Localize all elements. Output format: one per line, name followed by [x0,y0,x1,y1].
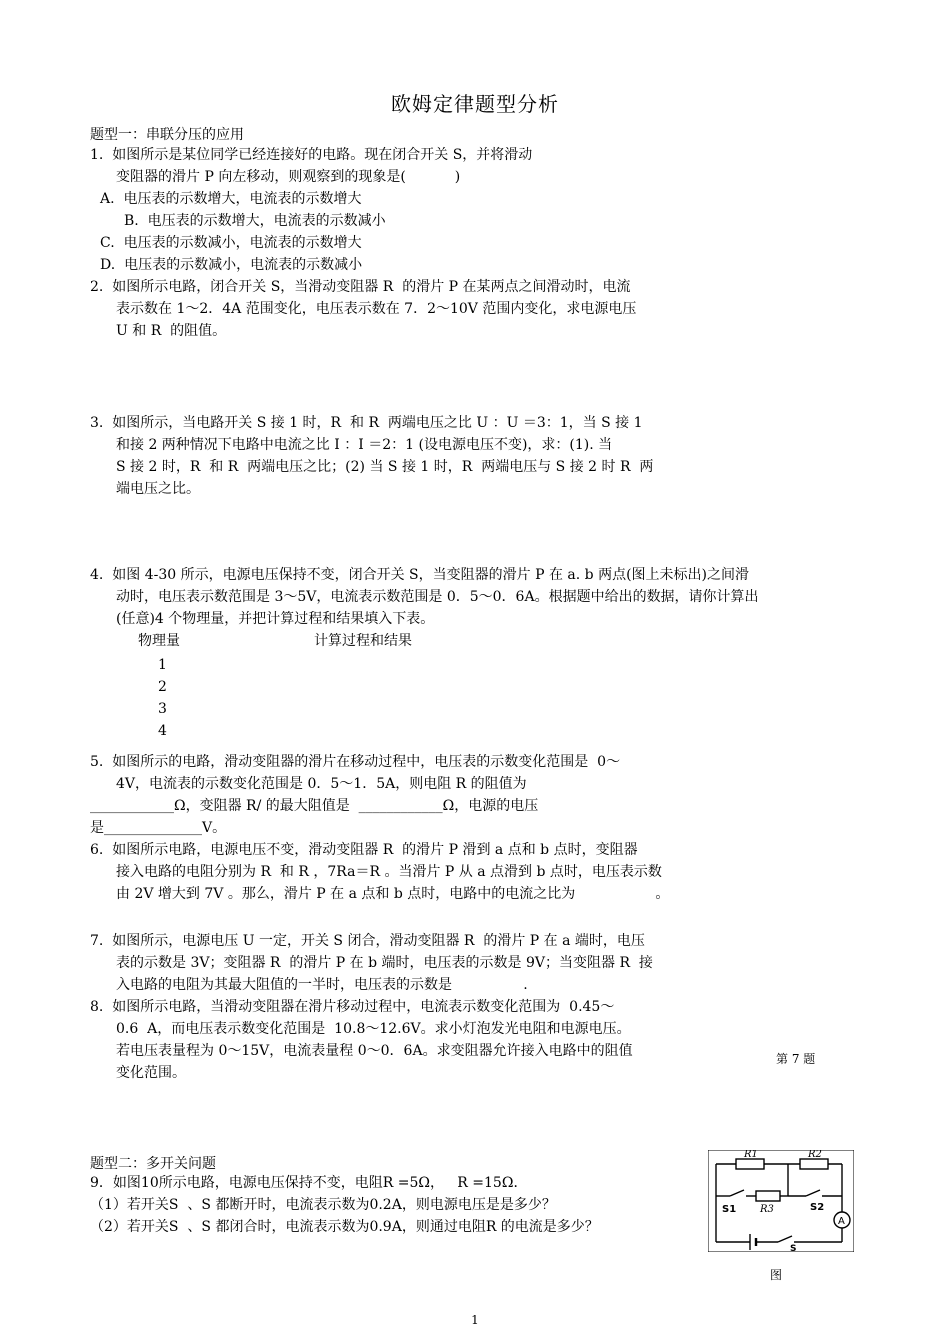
q5-line-3: ____________Ω，变阻器 R/ 的最大阻值是 ____________Ω，电源的电压 [90,798,539,814]
q4-table-header-quantity: 物理量 [138,633,180,649]
q4-table-header-result: 计算过程和结果 [314,633,412,649]
q8-line-4: 变化范围。 [116,1065,186,1081]
q2-line-2: 表示数在 1～2．4A 范围变化，电压表示数在 7．2～10V 范围内变化，求电源电压 [116,301,637,317]
label-s2: S2 [810,1202,825,1213]
q6-line-1: 6. 如图所示电路，电源电压不变，滑动变阻器 R 的滑片 P 滑到 a 点和 b 点时，变阻器 [90,842,638,858]
circuit-diagram [708,1150,854,1252]
q4-line-1: 4. 如图 4-30 所示，电源电压保持不变，闭合开关 S，当变阻器的滑片 P 在 a. b 两点(图上未标出)之间滑 [90,567,750,583]
q9-line-3: （2）若开关S 、S 都闭合时，电流表示数为0.9A，则通过电阻R 的电流是多少？ [90,1219,599,1235]
q8-line-2: 0.6 A，而电压表示数变化范围是 10.8～12.6V。求小灯泡发光电阻和电源电压。 [116,1021,631,1037]
figure-caption: 图 [770,1268,783,1282]
q3-line-2: 和接 2 两种情况下电路中电流之比 I ：I ＝2：1 (设电源电压不变)，求：(1). 当 [116,437,613,453]
q1-option-c: C. 电压表的示数减小，电流表的示数增大 [100,235,362,251]
label-r1: R1 [744,1150,758,1160]
q4-table-row: 4 [158,723,167,739]
q5-line-2: 4V，电流表的示数变化范围是 0．5～1．5A，则电阻 R 的阻值为 [116,776,527,792]
q6-line-2: 接入电路的电阻分别为 R 和 R ，7Ra＝R 。当滑片 P 从 a 点滑到 b 点时，电压表示数 [116,864,662,880]
q7-line-1: 7. 如图所示，电源电压 U 一定，开关 S 闭合，滑动变阻器 R 的滑片 P 在 a 端时，电压 [90,933,645,949]
q4-table-row: 3 [158,701,167,717]
label-ammeter: A [838,1216,845,1227]
q4-line-3: (任意)4 个物理量，并把计算过程和结果填入下表。 [116,611,435,627]
q3-line-3: S 接 2 时，R 和 R 两端电压之比；(2) 当 S 接 1 时，R 两端电压与 S 接 2 时 R 两 [116,459,654,475]
q7-line-3: 入电路的电阻为其最大阻值的一半时，电压表的示数是 . [116,977,528,993]
q3-line-4: 端电压之比。 [116,481,200,497]
q1-option-d: D. 电压表的示数减小，电流表的示数减小 [100,257,363,273]
resistor-r1 [736,1159,764,1169]
q8-line-3: 若电压表量程为 0～15V，电流表量程 0～0．6A。求变阻器允许接入电路中的阻值 [116,1043,633,1059]
q1-option-a: A. 电压表的示数增大，电流表的示数增大 [100,191,362,207]
resistor-r3 [756,1191,780,1201]
q4-table-row: 1 [158,657,167,673]
q1-line-1: 1. 如图所示是某位同学已经连接好的电路。现在闭合开关 S，并将滑动 [90,147,533,163]
q5-line-4: 是______________V。 [90,820,227,836]
label-s: S [790,1244,797,1252]
q6-line-3: 由 2V 增大到 7V 。那么，滑片 P 在 a 点和 b 点时，电路中的电流之比为 。 [116,886,670,902]
label-s1: S1 [722,1204,737,1215]
figure-label-q7: 第 7 题 [776,1052,816,1066]
q1-option-b: B. 电压表的示数增大，电流表的示数减小 [124,213,386,229]
section-heading-2: 题型二：多开关问题 [90,1156,216,1172]
page-title: 欧姆定律题型分析 [391,92,559,116]
q9-line-2: （1）若开关S 、S 都断开时，电流表示数为0.2A，则电源电压是是多少？ [90,1197,556,1213]
label-r3: R3 [760,1204,774,1215]
q1-line-2: 变阻器的滑片 P 向左移动，则观察到的现象是( ) [116,169,461,185]
figure-frame [708,1150,854,1252]
q4-table-row: 2 [158,679,167,695]
resistor-r2 [800,1159,828,1169]
q2-line-3: U 和 R 的阻值。 [116,323,227,339]
page-number: 1 [471,1313,479,1327]
q2-line-1: 2. 如图所示电路，闭合开关 S，当滑动变阻器 R 的滑片 P 在某两点之间滑动时，电流 [90,279,631,295]
q3-line-1: 3. 如图所示，当电路开关 S 接 1 时，R 和 R 两端电压之比 U ：U ＝3：1，当 S 接 1 [90,415,643,431]
q5-line-1: 5. 如图所示的电路，滑动变阻器的滑片在移动过程中，电压表的示数变化范围是 0～ [90,754,621,770]
q7-line-2: 表的示数是 3V；变阻器 R 的滑片 P 在 b 端时，电压表的示数是 9V；当变阻器 R 接 [116,955,653,971]
label-r2: R2 [808,1150,822,1160]
q8-line-1: 8. 如图所示电路，当滑动变阻器在滑片移动过程中，电流表示数变化范围为 0.45～ [90,999,615,1015]
q9-line-1: 9．如图10所示电路，电源电压保持不变，电阻R =5Ω， R =15Ω． [90,1175,528,1191]
section-heading-1: 题型一：串联分压的应用 [90,127,244,143]
q4-line-2: 动时，电压表示数范围是 3～5V，电流表示数范围是 0．5～0．6A。根据题中给出的数据，请你计算出 [116,589,759,605]
